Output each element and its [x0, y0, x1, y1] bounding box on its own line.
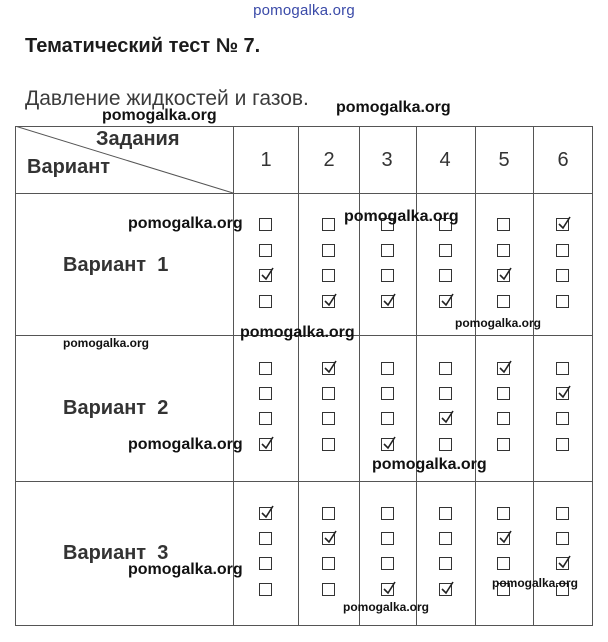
check-mark-icon: [440, 581, 455, 596]
answer-checkbox-v3-q1-opt4[interactable]: [259, 583, 272, 596]
check-mark-icon: [323, 360, 338, 375]
answer-checkbox-v2-q4-opt2[interactable]: [439, 387, 452, 400]
answer-checkbox-v3-q2-opt3[interactable]: [322, 557, 335, 570]
answer-checkbox-v2-q2-opt2[interactable]: [322, 387, 335, 400]
check-mark-icon: [440, 293, 455, 308]
check-mark-icon: [557, 385, 572, 400]
column-3-header: 3: [381, 149, 393, 171]
check-mark-icon: [557, 216, 572, 231]
answer-checkbox-v2-q2-opt4[interactable]: [322, 438, 335, 451]
answer-checkbox-v1-q4-opt2[interactable]: [439, 244, 452, 257]
answer-checkbox-v2-q5-opt4[interactable]: [497, 438, 510, 451]
answer-checkbox-v3-q6-opt1[interactable]: [556, 507, 569, 520]
answer-checkbox-v2-q4-opt3[interactable]: [439, 412, 452, 425]
answer-checkbox-v2-q2-opt3[interactable]: [322, 412, 335, 425]
answer-checkbox-v2-q6-opt4[interactable]: [556, 438, 569, 451]
check-mark-icon: [382, 436, 397, 451]
answer-checkbox-v1-q6-opt2[interactable]: [556, 244, 569, 257]
column-2-header: 2: [323, 149, 335, 171]
answer-checkbox-v3-q4-opt2[interactable]: [439, 532, 452, 545]
answer-checkbox-v3-q5-opt3[interactable]: [497, 557, 510, 570]
watermark: pomogalka.org: [455, 316, 542, 330]
answer-checkbox-v1-q2-opt3[interactable]: [322, 269, 335, 282]
answer-checkbox-v2-q1-opt2[interactable]: [259, 387, 272, 400]
check-mark-icon: [440, 410, 455, 425]
answer-checkbox-v1-q6-opt1[interactable]: [556, 218, 569, 231]
answer-checkbox-v3-q3-opt4[interactable]: [381, 583, 394, 596]
answer-checkbox-v1-q1-opt1[interactable]: [259, 218, 272, 231]
header-tasks-label: Задания: [96, 128, 180, 150]
answer-checkbox-v1-q4-opt3[interactable]: [439, 269, 452, 282]
answer-checkbox-v1-q5-opt1[interactable]: [497, 218, 510, 231]
check-mark-icon: [498, 267, 513, 282]
answer-checkbox-v1-q1-opt2[interactable]: [259, 244, 272, 257]
check-mark-icon: [382, 293, 397, 308]
answer-checkbox-v2-q6-opt1[interactable]: [556, 362, 569, 375]
answer-checkbox-v1-q2-opt4[interactable]: [322, 295, 335, 308]
column-1-header: 1: [260, 149, 272, 171]
answer-checkbox-v3-q1-opt3[interactable]: [259, 557, 272, 570]
answer-checkbox-v2-q6-opt2[interactable]: [556, 387, 569, 400]
answer-checkbox-v2-q3-opt4[interactable]: [381, 438, 394, 451]
answer-checkbox-v3-q3-opt1[interactable]: [381, 507, 394, 520]
check-mark-icon: [323, 293, 338, 308]
answer-checkbox-v1-q5-opt3[interactable]: [497, 269, 510, 282]
answer-checkbox-v1-q6-opt4[interactable]: [556, 295, 569, 308]
variant-1-label: Вариант 1: [63, 254, 169, 276]
answer-checkbox-v2-q5-opt2[interactable]: [497, 387, 510, 400]
watermark: pomogalka.org: [63, 336, 150, 350]
column-6-header: 6: [557, 149, 569, 171]
check-mark-icon: [260, 505, 275, 520]
answer-checkbox-v2-q1-opt4[interactable]: [259, 438, 272, 451]
page-subtitle: Давление жидкостей и газов.: [25, 87, 309, 110]
watermark: pomogalka.org: [102, 107, 217, 124]
answer-checkbox-v1-q5-opt4[interactable]: [497, 295, 510, 308]
answer-checkbox-v2-q1-opt3[interactable]: [259, 412, 272, 425]
variant-2-label: Вариант 2: [63, 397, 169, 419]
answer-checkbox-v2-q4-opt4[interactable]: [439, 438, 452, 451]
answer-checkbox-v2-q4-opt1[interactable]: [439, 362, 452, 375]
answer-checkbox-v1-q3-opt3[interactable]: [381, 269, 394, 282]
answer-checkbox-v2-q5-opt3[interactable]: [497, 412, 510, 425]
column-4-header: 4: [439, 149, 451, 171]
answer-checkbox-v1-q3-opt2[interactable]: [381, 244, 394, 257]
header-variant-label: Вариант: [27, 156, 111, 178]
check-mark-icon: [260, 267, 275, 282]
answer-checkbox-v1-q4-opt4[interactable]: [439, 295, 452, 308]
answer-checkbox-v2-q5-opt1[interactable]: [497, 362, 510, 375]
watermark: pomogalka.org: [344, 208, 459, 225]
check-mark-icon: [498, 360, 513, 375]
answer-checkbox-v1-q6-opt3[interactable]: [556, 269, 569, 282]
check-mark-icon: [498, 530, 513, 545]
answer-checkbox-v3-q3-opt2[interactable]: [381, 532, 394, 545]
answer-checkbox-v3-q5-opt1[interactable]: [497, 507, 510, 520]
answer-checkbox-v2-q1-opt1[interactable]: [259, 362, 272, 375]
answer-checkbox-v3-q3-opt3[interactable]: [381, 557, 394, 570]
check-mark-icon: [260, 436, 275, 451]
answer-checkbox-v2-q6-opt3[interactable]: [556, 412, 569, 425]
check-mark-icon: [382, 581, 397, 596]
answer-checkbox-v1-q3-opt4[interactable]: [381, 295, 394, 308]
watermark: pomogalka.org: [343, 600, 430, 614]
answer-checkbox-v2-q3-opt1[interactable]: [381, 362, 394, 375]
watermark: pomogalka.org: [128, 436, 243, 453]
answer-checkbox-v3-q1-opt2[interactable]: [259, 532, 272, 545]
answer-checkbox-v1-q2-opt1[interactable]: [322, 218, 335, 231]
watermark: pomogalka.org: [240, 324, 355, 341]
answer-checkbox-v2-q3-opt3[interactable]: [381, 412, 394, 425]
answer-checkbox-v3-q4-opt1[interactable]: [439, 507, 452, 520]
answer-checkbox-v2-q2-opt1[interactable]: [322, 362, 335, 375]
answer-checkbox-v1-q1-opt4[interactable]: [259, 295, 272, 308]
answer-checkbox-v1-q1-opt3[interactable]: [259, 269, 272, 282]
watermark: pomogalka.org: [336, 99, 451, 116]
variant-3-label: Вариант 3: [63, 542, 169, 564]
page-title: Тематический тест № 7.: [25, 35, 261, 57]
answer-checkbox-v3-q2-opt2[interactable]: [322, 532, 335, 545]
answer-checkbox-v3-q6-opt2[interactable]: [556, 532, 569, 545]
answer-checkbox-v3-q5-opt2[interactable]: [497, 532, 510, 545]
answer-checkbox-v3-q4-opt4[interactable]: [439, 583, 452, 596]
answer-checkbox-v2-q3-opt2[interactable]: [381, 387, 394, 400]
check-mark-icon: [557, 555, 572, 570]
answer-checkbox-v3-q6-opt3[interactable]: [556, 557, 569, 570]
answer-checkbox-v1-q2-opt2[interactable]: [322, 244, 335, 257]
check-mark-icon: [323, 530, 338, 545]
watermark-top: pomogalka.org: [253, 2, 355, 19]
watermark: pomogalka.org: [128, 561, 243, 578]
column-5-header: 5: [498, 149, 510, 171]
answer-checkbox-v1-q5-opt2[interactable]: [497, 244, 510, 257]
watermark: pomogalka.org: [492, 576, 579, 590]
watermark: pomogalka.org: [128, 215, 243, 232]
watermark: pomogalka.org: [372, 456, 487, 473]
answer-checkbox-v3-q2-opt4[interactable]: [322, 583, 335, 596]
answer-checkbox-v3-q1-opt1[interactable]: [259, 507, 272, 520]
answer-checkbox-v3-q4-opt3[interactable]: [439, 557, 452, 570]
answer-checkbox-v3-q2-opt1[interactable]: [322, 507, 335, 520]
